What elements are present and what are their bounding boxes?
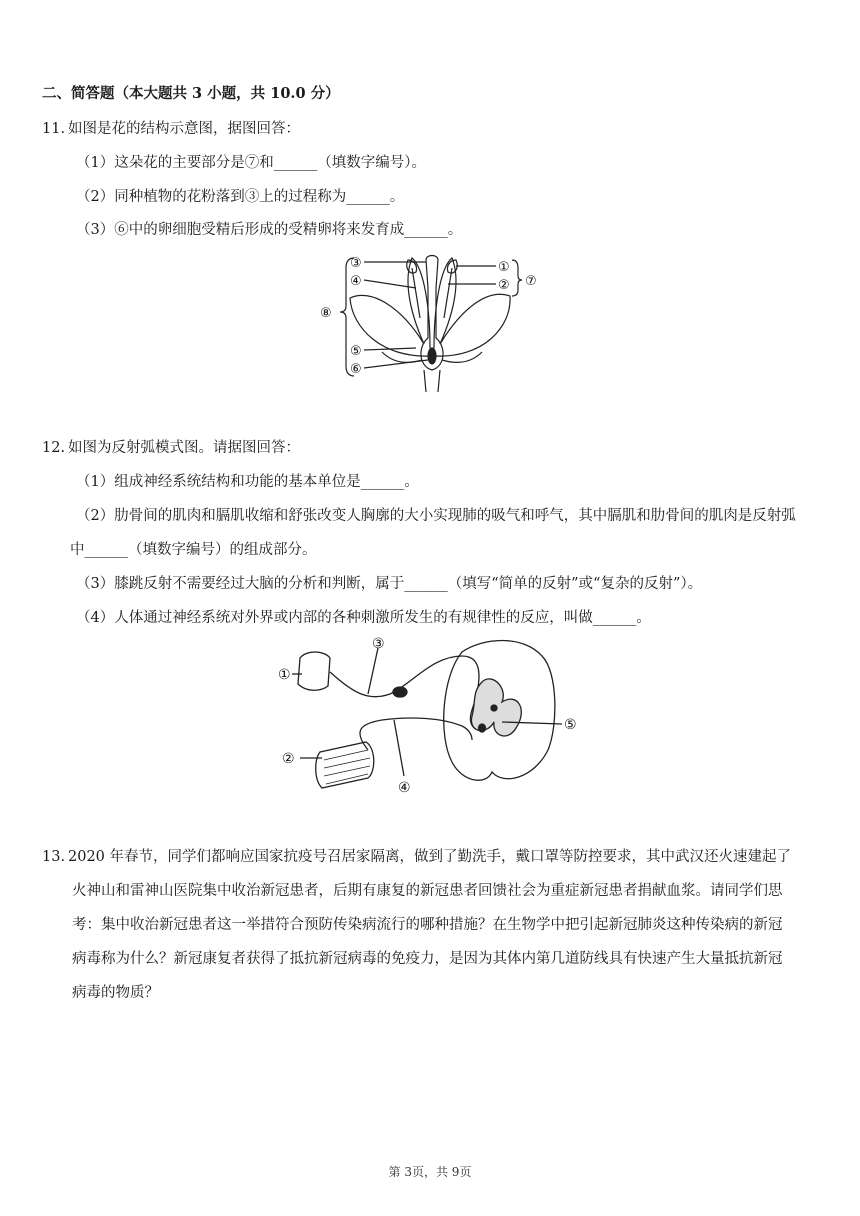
- question-12-sub-1: （1）组成神经系统结构和功能的基本单位是______。: [76, 474, 419, 490]
- question-12-text: 如图为反射弧模式图。请据图回答：: [68, 440, 300, 456]
- flower-label-5: ⑤: [350, 344, 362, 359]
- question-12-sub-2: （2）肋骨间的肌肉和膈肌收缩和舒张改变人胸廓的大小实现肺的吸气和呼气，其中膈肌和肋骨间的肌肉是反射弧: [76, 508, 796, 524]
- flower-label-7: ⑦: [525, 274, 537, 289]
- leader-reflex-4: [394, 720, 404, 776]
- ganglion: [393, 687, 407, 697]
- question-11-stem: [42, 117, 300, 138]
- flower-label-4: ④: [350, 274, 362, 289]
- reflex-label-5: ⑤: [564, 717, 577, 733]
- efferent-nerve: [360, 718, 472, 750]
- question-11-sub-3: （3）⑥中的卵细胞受精后形成的受精卵将来发育成______。: [76, 222, 463, 238]
- question-13-text-1: 2020 年春节，同学们都响应国家抗疫号召居家隔离，做到了勤洗手，戴口罩等防控要求，其中武汉还火速建起了: [68, 849, 792, 865]
- question-12-stem: [42, 436, 300, 457]
- question-12-sub-3: （3）膝跳反射不需要经过大脑的分析和判断，属于______（填写“简单的反射”或“复杂的反射”）。: [76, 576, 703, 592]
- question-13-line-3: 考：集中收治新冠患者这一举措符合预防传染病流行的哪种措施？在生物学中把引起新冠肺炎这种传染病的新冠: [72, 917, 783, 933]
- reflex-label-3: ③: [372, 636, 385, 652]
- reflex-label-4: ④: [398, 780, 411, 796]
- flower-filament-right: [444, 268, 452, 318]
- flower-label-8: ⑧: [320, 306, 332, 321]
- question-11-number: 11.: [42, 121, 66, 137]
- reflex-label-1: ①: [278, 667, 291, 683]
- reflex-arc-diagram: [272, 632, 602, 802]
- flower-label-6: ⑥: [350, 362, 362, 377]
- flower-label-1: ①: [498, 260, 510, 275]
- effector-shape: [316, 742, 374, 788]
- question-13-line-1: [42, 845, 791, 866]
- leader-reflex-3: [368, 648, 378, 694]
- flower-label-2: ②: [498, 278, 510, 293]
- flower-structure-diagram: [312, 248, 552, 396]
- question-13-line-2: 火神山和雷神山医院集中收治新冠患者，后期有康复的新冠患者回馈社会为重症新冠患者捐献血浆。请同学们思: [72, 883, 783, 899]
- reflex-label-2: ②: [282, 751, 295, 767]
- question-12-sub-2-cont: 中______（填数字编号）的组成部分。: [70, 542, 317, 558]
- flower-filament-left: [412, 268, 420, 318]
- flower-brace-7: [512, 260, 522, 296]
- receptor-shape: [298, 652, 330, 690]
- question-11-text: 如图是花的结构示意图，据图回答：: [68, 121, 300, 137]
- question-11-sub-2: （2）同种植物的花粉落到③上的过程称为______。: [76, 189, 405, 205]
- interneuron: [479, 724, 486, 732]
- flower-ovule: [428, 348, 436, 364]
- question-11-sub-1: （1）这朵花的主要部分是⑦和______（填数字编号）。: [76, 155, 426, 171]
- flower-label-3: ③: [350, 256, 362, 271]
- central-canal: [491, 705, 497, 711]
- page-footer: 第 3页，共 9页: [388, 1165, 472, 1179]
- section-title: 二、简答题（本大题共 3 小题，共 10.0 分）: [42, 85, 340, 102]
- question-12-sub-4: （4）人体通过神经系统对外界或内部的各种刺激所发生的有规律性的反应，叫做______。: [76, 610, 651, 626]
- question-12-number: 12.: [42, 440, 66, 456]
- question-13-number: 13.: [42, 849, 66, 865]
- flower-stalk: [424, 370, 440, 392]
- question-13-line-5: 病毒的物质？: [72, 985, 159, 1001]
- question-13-line-4: 病毒称为什么？新冠康复者获得了抵抗新冠病毒的免疫力，是因为其体内第几道防线具有快速产生大量抵抗新冠: [72, 951, 783, 967]
